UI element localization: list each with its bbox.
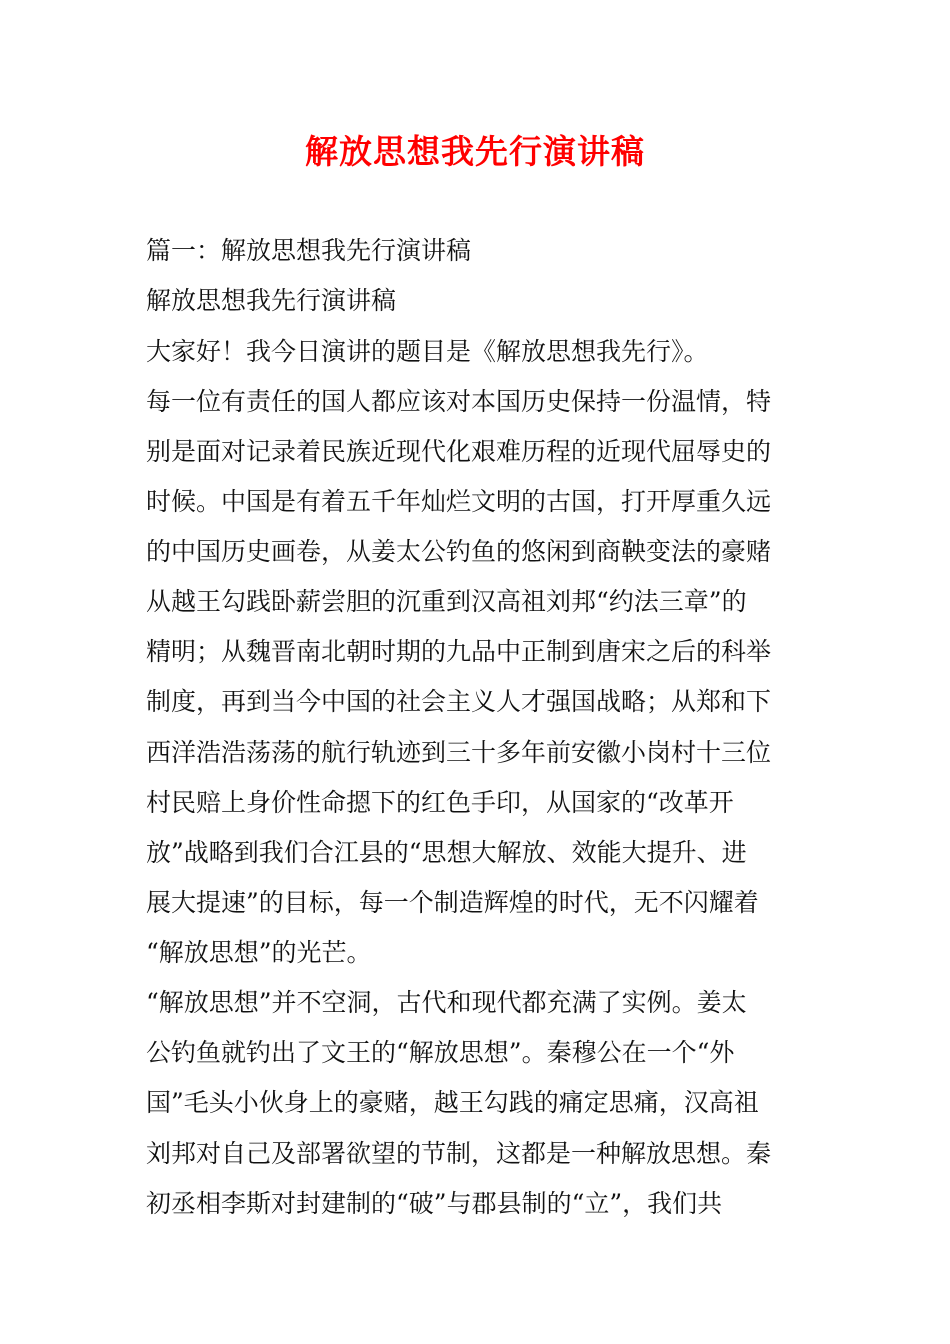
paragraph-line: 制度，再到当今中国的社会主义人才强国战略；从郑和下: [146, 687, 772, 716]
paragraph-line: 从越王勾践卧薪尝胆的沉重到汉高祖刘邦“约法三章”的: [146, 587, 747, 616]
paragraph-line: 别是面对记录着民族近现代化艰难历程的近现代屈辱史的: [146, 437, 772, 466]
paragraph-line: 初丞相李斯对封建制的“破”与郡县制的“立”，我们共: [146, 1189, 723, 1218]
paragraph-line: 的中国历史画卷，从姜太公钓鱼的悠闲到商鞅变法的豪赌: [146, 537, 772, 566]
paragraph-line: 时候。中国是有着五千年灿烂文明的古国，打开厚重久远: [146, 487, 772, 516]
paragraph-line: 国”毛头小伙身上的豪赌，越王勾践的痛定思痛，汉高祖: [146, 1088, 759, 1117]
document-title: 解放思想我先行演讲稿: [305, 132, 645, 171]
paragraph-line: 刘邦对自己及部署欲望的节制，这都是一种解放思想。秦: [146, 1139, 772, 1168]
paragraph-line: 放”战略到我们合江县的“思想大解放、效能大提升、进: [146, 838, 747, 867]
paragraph-line: 村民赔上身价性命摁下的红色手印，从国家的“改革开: [146, 788, 734, 817]
paragraph-line: “解放思想”并不空洞，古代和现代都充满了实例。姜太: [146, 988, 747, 1017]
paragraph-line: 精明；从魏晋南北朝时期的九品中正制到唐宋之后的科举: [146, 637, 772, 666]
paragraph-line: 公钓鱼就钓出了文王的“解放思想”。秦穆公在一个“外: [146, 1038, 735, 1067]
paragraph-line: 每一位有责任的国人都应该对本国历史保持一份温情，特: [146, 387, 772, 416]
paragraph-line: 展大提速”的目标，每一个制造辉煌的时代，无不闪耀着: [146, 888, 759, 917]
paragraph-line: “解放思想”的光芒。: [146, 938, 372, 967]
paragraph-line: 大家好！我今日演讲的题目是《解放思想我先行》。: [146, 337, 709, 366]
paragraph-line: 西洋浩浩荡荡的航行轨迹到三十多年前安徽小岗村十三位: [146, 738, 772, 767]
paragraph-line: 篇一：解放思想我先行演讲稿: [146, 236, 472, 265]
paragraph-line: 解放思想我先行演讲稿: [146, 286, 397, 315]
